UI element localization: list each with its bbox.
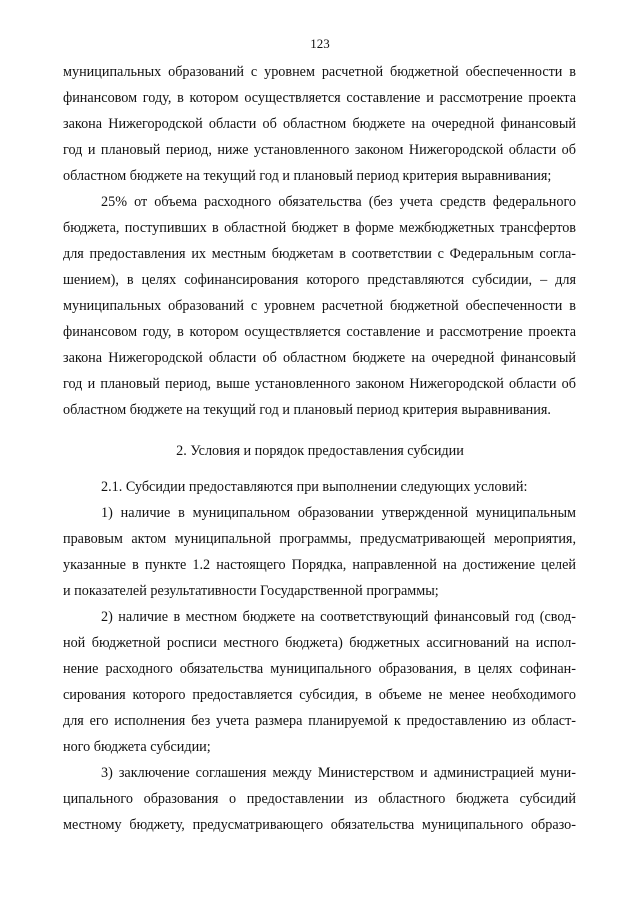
text-line: финансовом году, в котором осуществляется составление и рассмотрение проекта: [63, 90, 576, 106]
text-line: указанные в пункте 1.2 настоящего Порядка, направленной на достижение целей: [63, 557, 576, 573]
text-line: 3) заключение соглашения между Министерством и администрацией муни-: [101, 765, 576, 781]
text-line: и показателей результативности Государственной программы;: [63, 583, 439, 599]
text-line: шением), в целях софинансирования которого представляются субсидии, – для: [63, 272, 576, 288]
text-line: 25% от объема расходного обязательства (без учета средств федерального: [101, 194, 576, 210]
text-line: муниципальных образований с уровнем расчетной бюджетной обеспеченности в: [63, 298, 576, 314]
section-heading: 2. Условия и порядок предоставления субсидии: [176, 443, 464, 459]
text-line: 2.1. Субсидии предоставляются при выполнении следующих условий:: [101, 479, 528, 495]
text-line: муниципальных образований с уровнем расчетной бюджетной обеспеченности в: [63, 64, 576, 80]
text-line: финансовом году, в котором осуществляется составление и рассмотрение проекта: [63, 324, 576, 340]
text-line: 1) наличие в муниципальном образовании утвержденной муниципальным: [101, 505, 576, 521]
text-line: ной бюджетной росписи местного бюджета) бюджетных ассигнований на испол-: [63, 635, 576, 651]
text-line: областном бюджете на текущий год и плановый период критерия выравнивания.: [63, 402, 551, 418]
text-line: закона Нижегородской области об областном бюджете на очередной финансовый: [63, 350, 576, 366]
text-line: 2) наличие в местном бюджете на соответствующий финансовый год (свод-: [101, 609, 576, 625]
text-line: правовым актом муниципальной программы, предусматривающей мероприятия,: [63, 531, 576, 547]
text-line: год и плановый период, ниже установленного законом Нижегородской области об: [63, 142, 576, 158]
text-line: для его исполнения без учета размера планируемой к предоставлению из област-: [63, 713, 576, 729]
text-line: для предоставления их местным бюджетам в соответствии с Федеральным согла-: [63, 246, 576, 262]
text-line: закона Нижегородской области об областном бюджете на очередной финансовый: [63, 116, 576, 132]
text-line: сирования которого предоставляется субсидия, в объеме не менее необходимого: [63, 687, 576, 703]
text-line: ципального образования о предоставлении из областного бюджета субсидий: [63, 791, 576, 807]
text-line: год и плановый период, выше установленного законом Нижегородской области об: [63, 376, 576, 392]
page-number: 123: [310, 36, 330, 51]
text-line: ного бюджета субсидии;: [63, 739, 211, 755]
text-line: областном бюджете на текущий год и плановый период критерия выравнивания;: [63, 168, 552, 184]
text-line: бюджета, поступивших в областной бюджет в форме межбюджетных трансфертов: [63, 220, 576, 236]
text-line: местному бюджету, предусматривающего обязательства муниципального образо-: [63, 817, 576, 833]
text-line: нение расходного обязательства муниципального образования, в целях софинан-: [63, 661, 576, 677]
